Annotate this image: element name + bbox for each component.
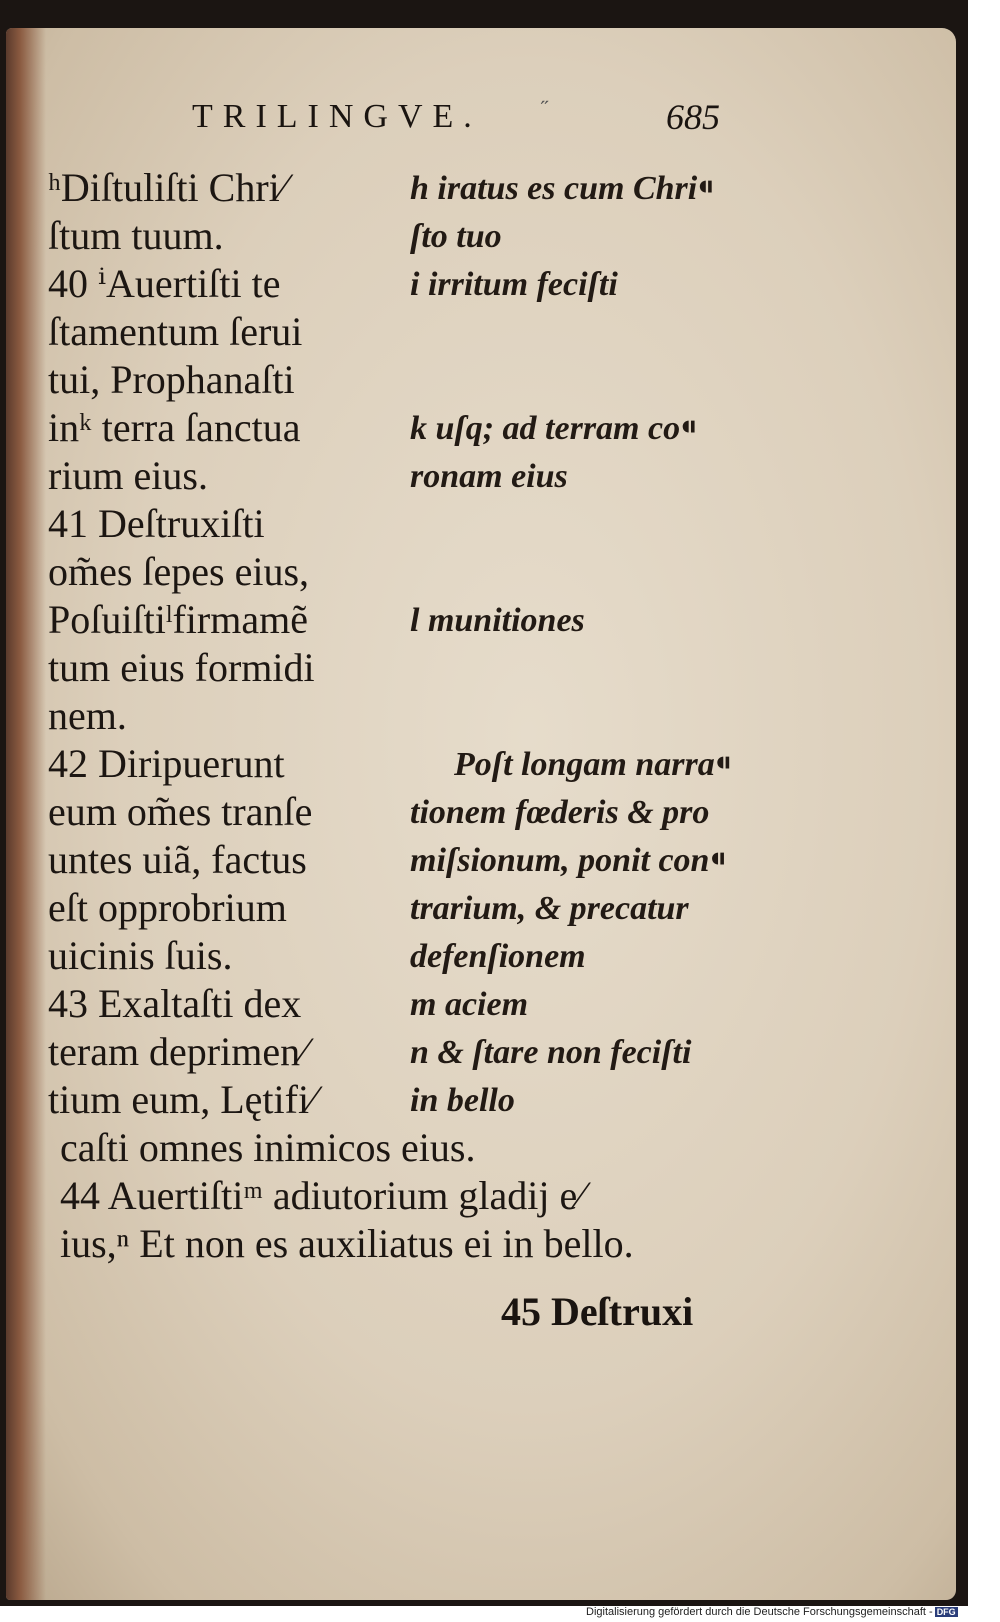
gloss-line: i irritum feciſti bbox=[410, 266, 618, 303]
book-page bbox=[6, 28, 956, 1600]
text-line: ſtamentum ſerui bbox=[48, 309, 303, 354]
text-line: eſt opprobrium bbox=[48, 885, 287, 930]
text-line: teram deprimen⁄ bbox=[48, 1029, 307, 1074]
page-gutter bbox=[6, 28, 46, 1600]
gloss-line: defenſionem bbox=[410, 938, 586, 975]
text-line: Poſuiſtiˡfirmamẽ bbox=[48, 597, 308, 642]
gloss-line: k uſq; ad terram co⁌ bbox=[410, 410, 698, 447]
gloss-line: miſsionum, ponit con⁌ bbox=[410, 842, 727, 879]
text-line: ſtum tuum. bbox=[48, 213, 224, 258]
credit-text: Digitalisierung gefördert durch die Deutsche Forschungsgemeinschaft - bbox=[586, 1606, 933, 1618]
gloss-line: Poſt longam narra⁌ bbox=[454, 746, 732, 783]
text-line: nem. bbox=[48, 693, 127, 738]
dfg-logo: DFG bbox=[936, 1607, 956, 1617]
text-line: tium eum, Lętifi⁄ bbox=[48, 1077, 316, 1122]
text-line: rium eius. bbox=[48, 453, 208, 498]
text-line: 43 Exaltaſti dex bbox=[48, 981, 302, 1026]
gloss-line: ſto tuo bbox=[410, 218, 502, 255]
page-number: 685 bbox=[666, 97, 720, 137]
text-line: 41 Deſtruxiſti bbox=[48, 501, 265, 546]
text-line: ius,ⁿ Et non es auxiliatus ei in bello. bbox=[60, 1221, 634, 1266]
gloss-line: ronam eius bbox=[410, 458, 568, 495]
text-line: 44 Auertiſtiᵐ adiutorium gladij e⁄ bbox=[60, 1173, 584, 1218]
text-line: untes uiã, factus bbox=[48, 837, 307, 882]
gloss-line: h iratus es cum Chri⁌ bbox=[410, 170, 715, 207]
gloss-line: n & ſtare non feciſti bbox=[410, 1034, 692, 1071]
gloss-line: l munitiones bbox=[410, 602, 585, 639]
text-line: 40 ⁱAuertiſti te bbox=[48, 261, 281, 306]
text-line: caſti omnes inimicos eius. bbox=[60, 1125, 476, 1170]
text-line: 42 Diripuerunt bbox=[48, 741, 285, 786]
text-line: om̃es ſepes eius, bbox=[48, 549, 310, 594]
gloss-line: m aciem bbox=[410, 986, 529, 1023]
text-line: tum eius formidi bbox=[48, 645, 315, 690]
gloss-line: trarium, & precatur bbox=[410, 890, 689, 927]
gloss-line: tionem fœderis & pro bbox=[410, 794, 710, 831]
text-line: uicinis ſuis. bbox=[48, 933, 233, 978]
text-line: eum om̃es tranſe bbox=[48, 789, 313, 834]
gloss-line: in bello bbox=[410, 1082, 515, 1119]
digitization-credit bbox=[586, 1606, 998, 1622]
ink-mark: ˝ bbox=[541, 96, 549, 121]
catchword: 45 Deſtruxi bbox=[501, 1289, 694, 1334]
running-title: TRILINGVE. bbox=[192, 98, 482, 135]
text-line: ʰDiſtuliſti Chri⁄ bbox=[48, 165, 287, 210]
text-line: inᵏ terra ſanctua bbox=[48, 405, 301, 450]
text-line: tui, Prophanaſti bbox=[48, 357, 295, 402]
